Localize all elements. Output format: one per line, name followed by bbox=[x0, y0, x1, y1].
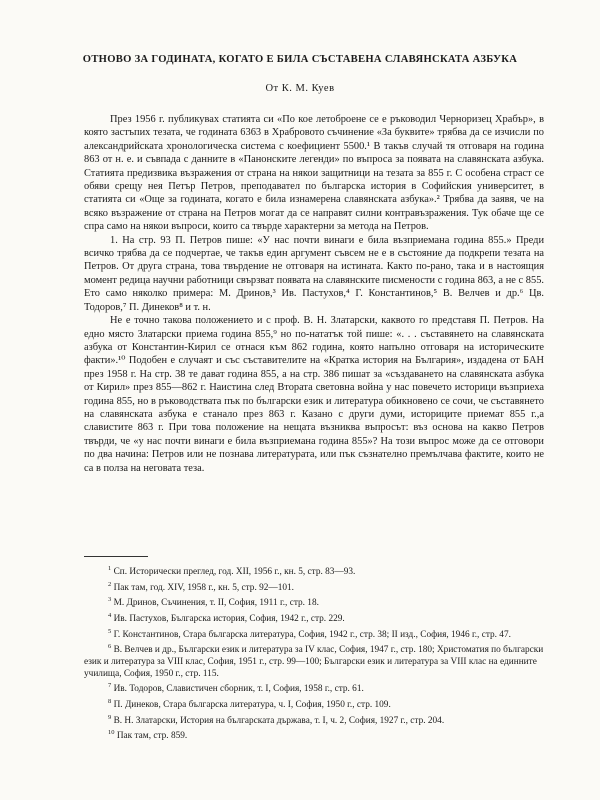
footnote-number: 3 bbox=[108, 596, 112, 604]
footnote-number: 9 bbox=[108, 713, 112, 721]
footnote-number: 8 bbox=[108, 698, 112, 705]
footnote bbox=[84, 712, 544, 728]
footnotes bbox=[84, 563, 544, 743]
footnote-number: 7 bbox=[108, 682, 112, 690]
footnote-text: Сп. Исторически преглед, год. XII, 1956 г., кн. 5, стр. 83—93. bbox=[113, 567, 356, 578]
footnote-text: М. Дринов, Съчинения, т. II, София, 1911 г., стр. 18. bbox=[113, 598, 319, 609]
footnote-divider bbox=[84, 556, 148, 557]
footnote-text: П. Динеков, Стара българска литература, ч. I, София, 1950 г., стр. 109. bbox=[113, 700, 391, 711]
footnote bbox=[84, 680, 544, 696]
footnote-number: 10 bbox=[108, 729, 115, 737]
footnote-text: Ив. Пастухов, Българска история, София, 1942 г., стр. 229. bbox=[113, 614, 345, 625]
footnote bbox=[84, 594, 544, 610]
footnote-text: Пак там, год. XIV, 1958 г., кн. 5, стр. 92—101. bbox=[113, 582, 294, 593]
footnote-number: 2 bbox=[108, 580, 112, 588]
footnote bbox=[84, 563, 544, 579]
footnote-number: 6 bbox=[108, 643, 112, 651]
article-title: ОТНОВО ЗА ГОДИНАТА, КОГАТО Е БИЛА СЪСТАВЕНА СЛАВЯНСКАТА АЗБУКА bbox=[82, 54, 518, 65]
footnote bbox=[84, 579, 544, 595]
footnote bbox=[84, 696, 544, 712]
paragraph: Не е точно такова положението и с проф. В. Н. Златарски, каквото го представя П. Петров. На едно място Златарски приема година 855,⁹ но по-нататък той пише: «. . . съставянето на славянската азбука от Константин-Кирил се отнася към 862 година, която напълно отговаря на историческите факти».¹⁰ Подобен е случаят и със съставителите на «Кратка история на България», издадена от БАН през 1958 г. На стр. 38 те дават година 855, а на стр. 386 пишат за «създаването на славянската азбука от Кирил» през 855—862 г. Наистина след Втората световна война у нас повечето историци възприеха година 855, но в ръководствата пък по български език и литература обикновено се сочи, че съставянето на славянската азбука е станало през 863 г. Казано с други думи, историците приемат 855 г.,а славистите 863 г. При това положение на нещата възниква въпросът: въз основа на какво Петров твърди, че «у нас почти винаги е била възприемана година 855»? На този въпрос може да се отговори по два начина: Петров или не познава литературата, или пък съзнателно премълчава фактите, които не са в полза на неговата теза. bbox=[84, 315, 544, 474]
footnote-text: Г. Константинов, Стара българска литература, София, 1942 г., стр. 38; II изд., София, 1946 г., стр. 47. bbox=[113, 629, 511, 640]
paragraph: През 1956 г. публикувах статията си «По кое летоброене се е ръководил Черноризец Храбър», в която застъпих тезата, че годината 6363 в Храбровото съчинение «За буквите» трябва да се изчисли по александрийската хронологическа система с коефициент 5500.¹ В такъв случай тя отговаря на година 863 от н. е. и съвпада с данните в «Панонските легенди» по въпроса за появата на славянската азбука. Статията предизвика възражения от страна на някои защитници на тезата за 855 г. С особена страст се обяви срещу нея Петър Петров, преподавател по българска история в Софийския университет, в статията си «Още за годината, когато е била изнамерена славянската азбука».² Трябва да заявя, че на всяко възражение от страна на Петров могат да се направят силни контравъзражения. Тук обаче ще се спра само на някои въпроси, които са твърде характерни за метода на Петров. bbox=[84, 114, 544, 233]
footnote-number: 1 bbox=[108, 565, 112, 572]
footnote-text: Ив. Тодоров, Славистичен сборник, т. I, София, 1958 г., стр. 61. bbox=[113, 684, 364, 695]
paragraph: 1. На стр. 93 П. Петров пише: «У нас почти винаги е била възприемана година 855.» Преди всичко трябва да се подчертае, че такъв един аргумент съвсем не е в състояние да подкрепи тезата на Петров. От друга страна, това твърдение не отговаря на истината. Както по-рано, така и в настоящия момент редица научни работници свързват появата на славянските писмености с година 863, а не с 855. Ето само няколко примера: М. Дринов,³ Ив. Пастухов,⁴ Г. Константинов,⁵ В. Велчев и др.⁶ Цв. Тодоров,⁷ П. Динеков⁸ и т. н. bbox=[84, 234, 544, 313]
footnote bbox=[84, 641, 544, 680]
footnote bbox=[84, 626, 544, 642]
footnote bbox=[84, 610, 544, 626]
footnote-number: 4 bbox=[108, 612, 112, 620]
article-author: От К. М. Куев bbox=[265, 83, 335, 94]
footnote bbox=[84, 727, 544, 743]
footnote-number: 5 bbox=[108, 627, 112, 635]
footnote-text: В. Велчев и др., Български език и литература за IV клас, София, 1947 г., стр. 180; Христоматия по български език и литература за VIII клас, София, 1951 г., стр. 99—100; Български език и литература за VIII клас на единните училища, София, 1950 г., стр. 115. bbox=[84, 645, 544, 679]
footnote-text: В. Н. Златарски, История на българската държава, т. I, ч. 2, София, 1927 г., стр. 204. bbox=[113, 715, 445, 726]
article-body bbox=[84, 113, 544, 475]
footnote-text: Пак там, стр. 859. bbox=[116, 731, 188, 742]
